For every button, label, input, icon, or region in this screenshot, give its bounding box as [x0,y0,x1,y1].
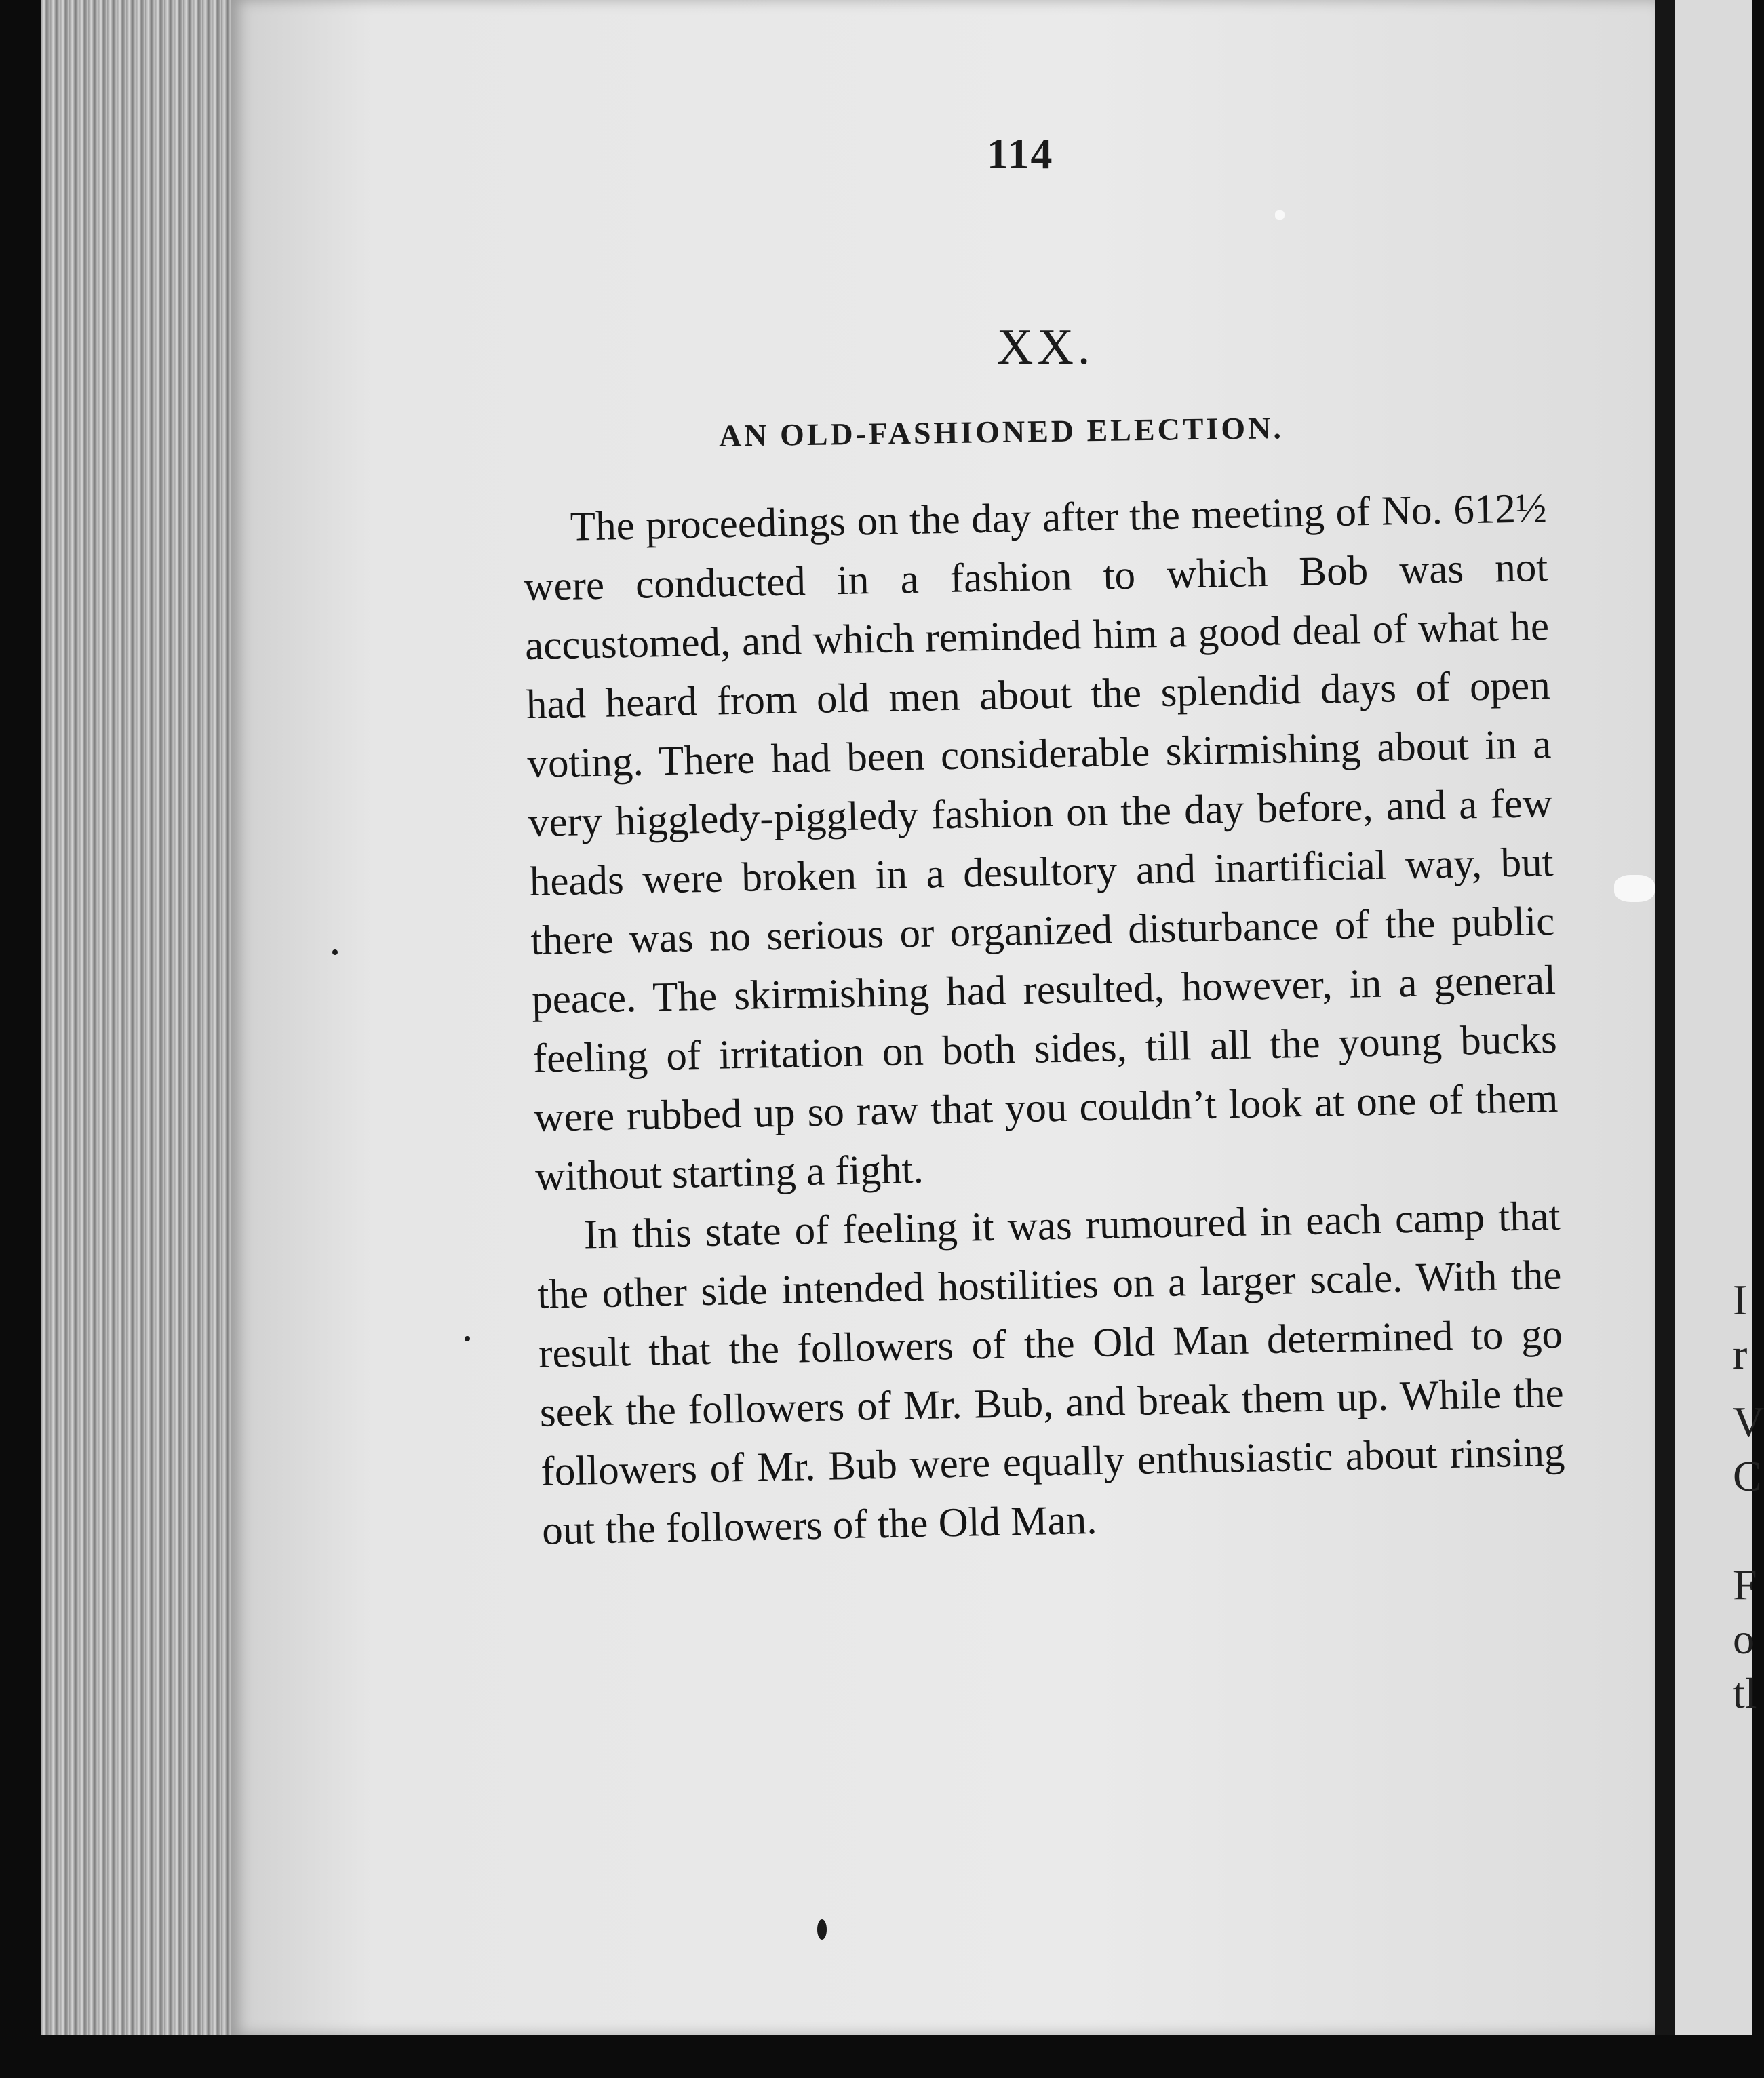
body-paragraph: The proceedings on the day after the meeting of No. 612½ were conducted in a fashion to which Bob was not accustomed, and which reminded him a good deal of what he had heard from old men about the splendid days of open voting. There had been considerable skirmishing about in a very higgledy-piggledy fashion on the day before, and a few heads were broken in a desultory and inartificial way, but there was no serious or organized disturbance of the public peace. The skirmishing had resulted, however, in a general feeling of irritation on both sides, till all the young bucks were rubbed up so raw that you couldn’t look at one of them without starting a fight. [523,486,1559,1200]
scratch-mark [1614,875,1655,902]
scratch-mark [1275,210,1285,220]
dust-speck [332,949,338,955]
adjacent-page-fragment: tl [1733,1669,1757,1717]
adjacent-page-fragment: F [1733,1561,1757,1609]
adjacent-page-fragment: V [1733,1398,1764,1446]
chapter-numeral: XX. [997,319,1095,375]
dust-speck [465,1336,470,1341]
adjacent-page-fragment: o [1733,1615,1755,1663]
ink-mark [817,1919,827,1940]
page-number: 114 [987,130,1054,178]
body-paragraph: In this state of feeling it was rumoured in each camp that the other side intended hostilities on a larger scale. With the result that the followers of the Old Man determined to go seek the followers of Mr. Bub, and break them up. While the followers of Mr. Bub were equally enthusiastic about rinsing out the followers of the Old Man. [536,1193,1565,1554]
adjacent-page-fragment: r [1733,1330,1748,1378]
book-gutter [1655,0,1675,2035]
chapter-body [522,479,1567,1561]
adjacent-page-fragment: C [1733,1452,1762,1500]
scan-border [0,2035,1752,2078]
adjacent-page-edge [1675,0,1752,2035]
adjacent-page-fragment: I [1733,1276,1748,1324]
chapter-title: AN OLD-FASHIONED ELECTION. [718,410,1285,453]
